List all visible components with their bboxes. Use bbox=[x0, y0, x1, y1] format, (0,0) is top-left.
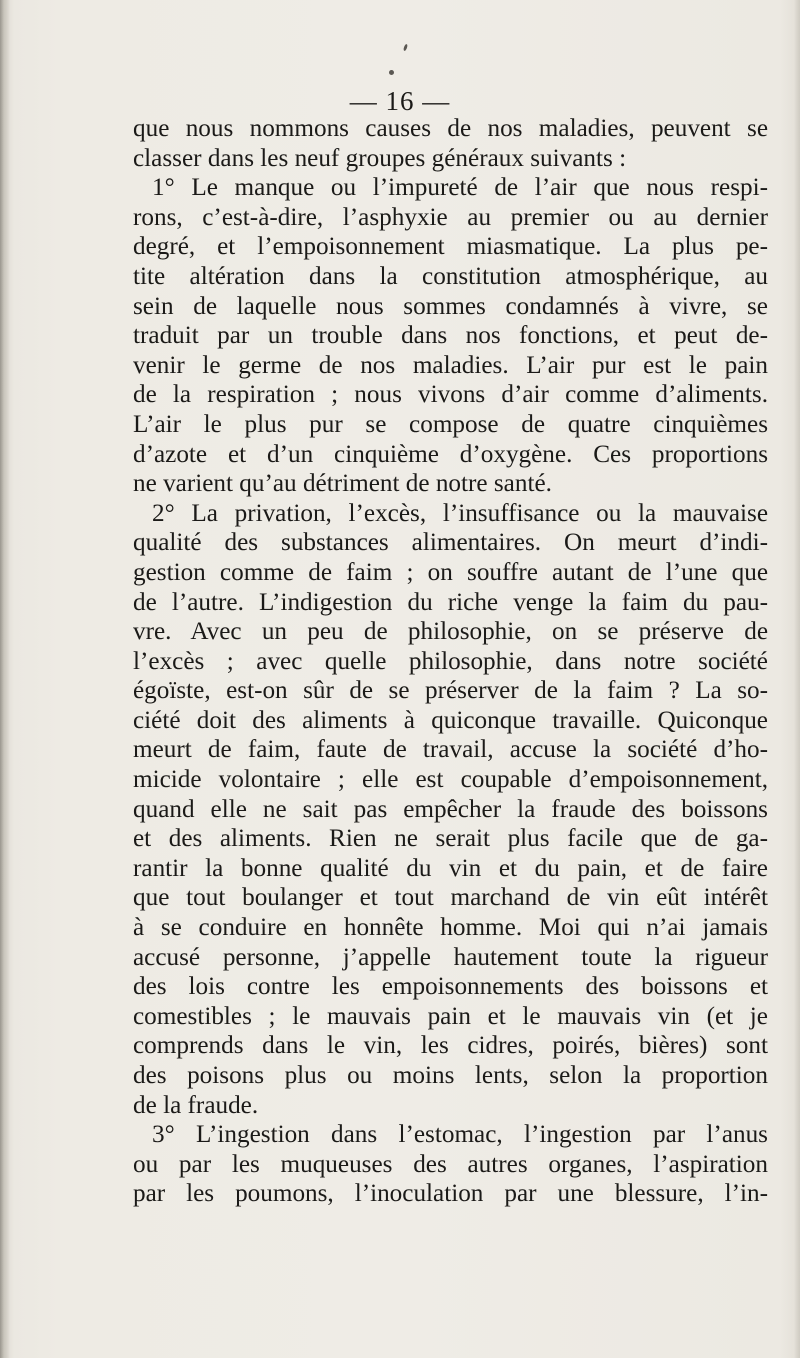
text-line: à se conduire en honnête homme. Moi qui n’ai jamais bbox=[133, 914, 768, 942]
text-line: meurt de faim, faute de travail, accuse la société d’ho- bbox=[133, 736, 768, 764]
text-line: de la respiration ; nous vivons d’air comme d’aliments. bbox=[133, 381, 768, 409]
text-line: l’excès ; avec quelle philosophie, dans notre société bbox=[133, 647, 768, 675]
text-line: que nous nommons causes de nos maladies, peuvent se bbox=[133, 115, 768, 142]
ink-speck bbox=[389, 70, 394, 75]
binding-shadow bbox=[0, 0, 10, 1358]
text-line: sein de laquelle nous sommes condamnés à vivre, se bbox=[133, 292, 768, 320]
text-line: traduit par un trouble dans nos fonctions, et peut de- bbox=[133, 322, 768, 350]
text-line: qualité des substances alimentaires. On meurt d’indi- bbox=[133, 529, 768, 557]
text-line: égoïste, est-on sûr de se préserver de la faim ? La so- bbox=[133, 677, 768, 705]
text-line: des poisons plus ou moins lents, selon la proportion bbox=[133, 1062, 768, 1089]
text-line: comestibles ; le mauvais pain et le mauvais vin (et je bbox=[133, 1002, 768, 1030]
body-text bbox=[133, 114, 768, 1209]
text-line: des lois contre les empoisonnements des boissons et bbox=[133, 973, 768, 1001]
text-line: gestion comme de faim ; on souffre autant de l’une que bbox=[133, 558, 768, 586]
text-line: ne varient qu’au détriment de notre santé. bbox=[133, 470, 552, 498]
text-line: L’air le plus pur se compose de quatre cinquièmes bbox=[133, 410, 768, 438]
text-line: micide volontaire ; elle est coupable d’empoisonnement, bbox=[133, 766, 768, 794]
ink-speck bbox=[403, 44, 408, 52]
text-line: quand elle ne sait pas empêcher la fraude des boissons bbox=[133, 795, 768, 823]
text-line: tite altération dans la constitution atmosphérique, au bbox=[133, 262, 768, 290]
text-line: 1° Le manque ou l’impureté de l’air que nous respi- bbox=[152, 174, 768, 202]
text-line: 3° L’ingestion dans l’estomac, l’ingestion par l’anus bbox=[152, 1121, 768, 1149]
text-line: vre. Avec un peu de philosophie, on se préserve de bbox=[133, 618, 768, 646]
text-line: par les poumons, l’inoculation par une blessure, l’in- bbox=[133, 1180, 768, 1208]
text-line: venir le germe de nos maladies. L’air pur est le pain bbox=[133, 351, 768, 379]
page-edge-shadow bbox=[794, 0, 800, 1358]
text-line: ciété doit des aliments à quiconque travaille. Quiconque bbox=[133, 706, 768, 734]
text-line: 2° La privation, l’excès, l’insuffisance ou la mauvaise bbox=[152, 499, 768, 527]
text-line: rantir la bonne qualité du vin et du pain, et de faire bbox=[133, 854, 768, 882]
text-line: ou par les muqueuses des autres organes, l’aspiration bbox=[133, 1150, 768, 1178]
page-number: — 16 — bbox=[349, 86, 451, 116]
text-line: et des aliments. Rien ne serait plus facile que de ga- bbox=[133, 825, 768, 853]
text-line: accusé personne, j’appelle hautement toute la rigueur bbox=[133, 943, 768, 971]
text-line: d’azote et d’un cinquième d’oxygène. Ces proportions bbox=[133, 440, 768, 468]
text-line: classer dans les neuf groupes généraux suivants : bbox=[133, 144, 627, 172]
text-line: degré, et l’empoisonnement miasmatique. La plus pe- bbox=[133, 233, 768, 261]
text-line: de la fraude. bbox=[133, 1091, 259, 1119]
text-line: rons, c’est-à-dire, l’asphyxie au premier ou au dernier bbox=[133, 203, 768, 231]
text-line: que tout boulanger et tout marchand de vin eût intérêt bbox=[133, 884, 768, 912]
text-line: comprends dans le vin, les cidres, poirés, bières) sont bbox=[133, 1032, 768, 1060]
text-line: de l’autre. L’indigestion du riche venge la faim du pau- bbox=[133, 588, 768, 616]
